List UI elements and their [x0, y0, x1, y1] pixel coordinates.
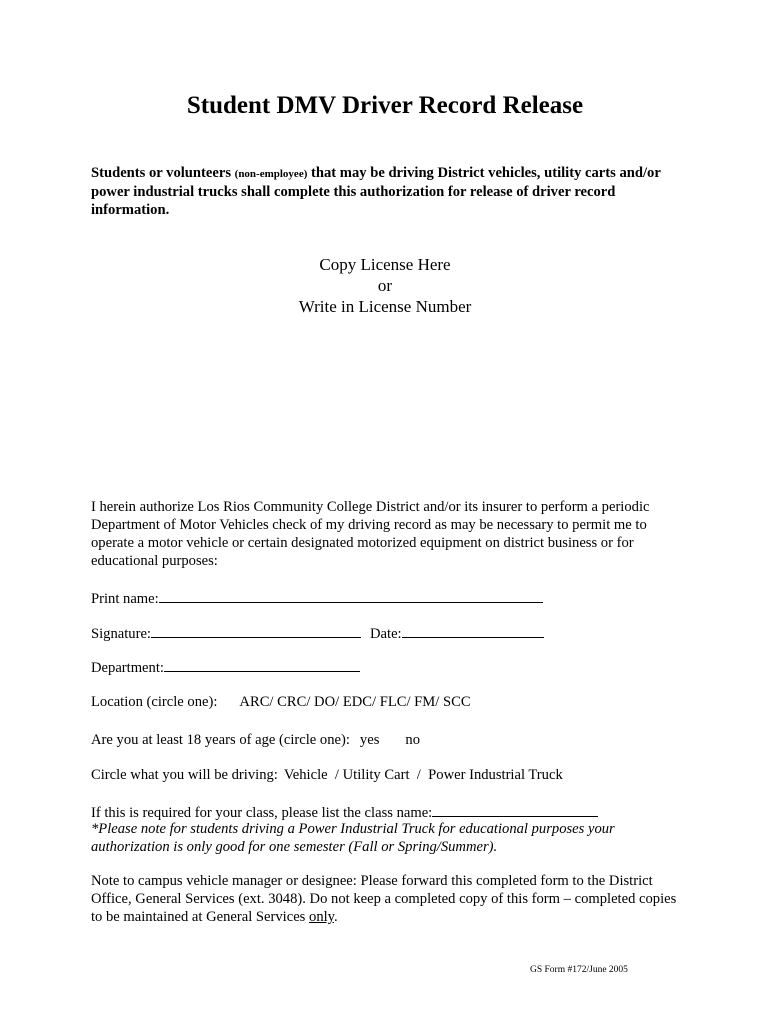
department-field[interactable] — [164, 657, 360, 672]
driving-label: Circle what you will be driving: — [91, 767, 278, 783]
license-line-1: Copy License Here — [319, 255, 451, 274]
date-label: Date: — [370, 626, 402, 642]
signature-row — [91, 623, 544, 643]
department-label: Department: — [91, 660, 164, 676]
intro-text-end: that may be driving District vehicles, utility carts and/or power industrial trucks shall complete this authorization for release of driver record information. — [91, 165, 661, 218]
intro-non-employee: (non-employee) — [234, 168, 308, 180]
location-options[interactable]: ARC/ CRC/ DO/ EDC/ FLC/ FM/ SCC — [239, 694, 471, 710]
print-name-row — [91, 588, 543, 608]
intro-paragraph — [91, 164, 671, 219]
age-question: Are you at least 18 years of age (circle one): — [91, 732, 350, 748]
authorization-paragraph: I herein authorize Los Rios Community College District and/or its insurer to perform a periodic Department of Motor Vehicles check of my driving record as may be necessary to permit me to operate a motor vehicle or certain designated motorized equipment on district business or for educational purposes: — [91, 499, 650, 569]
driving-row — [91, 766, 563, 784]
class-note: *Please note for students driving a Power Industrial Truck for educational purposes your authorization is only good for one semester (Fall or Spring/Summer). — [91, 821, 615, 855]
age-no-option[interactable]: no — [405, 732, 420, 748]
signature-label: Signature: — [91, 626, 151, 642]
department-row — [91, 657, 360, 677]
age-yes-option[interactable]: yes — [359, 732, 380, 748]
manager-note-text: Note to campus vehicle manager or designee: Please forward this completed form to the District Office, General Services (ext. 3048). Do not keep a completed copy of this form – completed copies to be maintained at General Services — [91, 873, 677, 925]
form-id: GS Form #172/June 2005 — [530, 965, 628, 975]
print-name-label: Print name: — [91, 591, 159, 607]
location-label: Location (circle one): — [91, 694, 218, 710]
location-row — [91, 693, 471, 711]
manager-note — [91, 872, 691, 926]
age-row — [91, 731, 420, 749]
signature-field[interactable] — [151, 623, 361, 638]
print-name-field[interactable] — [159, 588, 543, 603]
license-line-3: Write in License Number — [298, 297, 472, 316]
manager-note-emphasis: only — [309, 909, 335, 925]
class-name-field[interactable] — [432, 802, 598, 817]
license-area[interactable] — [0, 254, 770, 317]
intro-text-start: Students or volunteers — [91, 165, 235, 181]
license-line-2: or — [377, 276, 393, 295]
driving-options[interactable]: Vehicle / Utility Cart / Power Industrial Truck — [283, 767, 563, 783]
manager-note-end: . — [334, 909, 338, 925]
date-field[interactable] — [402, 623, 544, 638]
page-title: Student DMV Driver Record Release — [186, 92, 584, 119]
class-label: If this is required for your class, please list the class name: — [91, 805, 433, 821]
class-row — [91, 802, 598, 822]
